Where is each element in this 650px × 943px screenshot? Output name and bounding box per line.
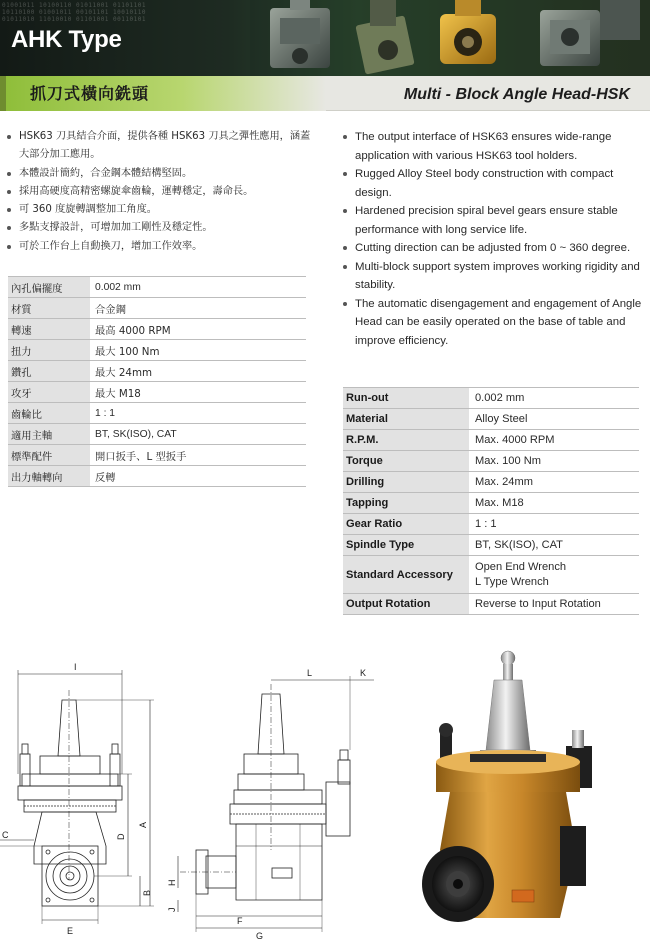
table-row [343, 388, 639, 409]
side-view-drawing [178, 676, 374, 932]
feature-en-1: The output interface of HSK63 ensures wide-range application with various HSK63 tool holders. [343, 128, 643, 165]
table-row [8, 298, 306, 319]
table-row [343, 430, 639, 451]
table-row [343, 556, 639, 594]
feature-zh-6: 可於工作台上自動換刀，增加工作效率。 [7, 238, 312, 256]
dim-label-i: I [74, 662, 77, 672]
spec-value: 合金鋼 [90, 298, 306, 319]
brand-title: AHK Type [11, 26, 122, 53]
dim-label-c: C [2, 830, 9, 840]
spec-label: Drilling [343, 472, 469, 493]
spec-value: Max. 24mm [469, 472, 639, 493]
dim-label-h: H [167, 879, 177, 886]
spec-label: 出力軸轉向 [8, 466, 90, 487]
table-row [343, 451, 639, 472]
feature-en-6: The automatic disengagement and engagement of Angle Head can be easily operated on the base of table and improve efficiency. [343, 295, 643, 351]
spec-value [469, 556, 639, 594]
title-chinese: 抓刀式橫向銑頭 [6, 76, 326, 111]
dim-label-d: D [116, 833, 126, 840]
feature-en-5: Multi-block support system improves working rigidity and stability. [343, 258, 643, 295]
spec-value-line-1: Open End Wrench [475, 561, 567, 573]
table-row [8, 340, 306, 361]
spec-label: 攻牙 [8, 382, 90, 403]
technical-drawings [0, 650, 650, 943]
table-row [8, 466, 306, 487]
table-row [8, 445, 306, 466]
spec-value: 反轉 [90, 466, 306, 487]
spec-label: 轉速 [8, 319, 90, 340]
table-row [343, 514, 639, 535]
spec-value: 開口扳手、L 型扳手 [90, 445, 306, 466]
spec-value: 最高 4000 RPM [90, 319, 306, 340]
table-row [343, 472, 639, 493]
table-row [8, 319, 306, 340]
table-row [343, 594, 639, 615]
features-english [343, 128, 643, 350]
spec-label: 標準配件 [8, 445, 90, 466]
product-photo [422, 651, 592, 922]
spec-label: Tapping [343, 493, 469, 514]
feature-en-4: Cutting direction can be adjusted from 0 ~ 360 degree. [343, 239, 643, 258]
spec-label: Spindle Type [343, 535, 469, 556]
spec-value: Alloy Steel [469, 409, 639, 430]
dim-label-b: B [142, 889, 152, 896]
spec-value: BT, SK(ISO), CAT [90, 424, 306, 445]
banner-photo-1 [270, 0, 330, 68]
binary-pattern: 01001011 10100110 01011001 01101101 10110100 01001011 00101101 10010110 01011010 11010010 01101001 00110101 [2, 2, 146, 23]
dim-label-j: J [167, 907, 177, 912]
spec-label: Material [343, 409, 469, 430]
spec-label: Output Rotation [343, 594, 469, 615]
feature-zh-4: 可 360 度旋轉調整加工角度。 [7, 201, 312, 219]
header-banner [0, 0, 650, 76]
spec-value-line-2: L Type Wrench [475, 575, 549, 588]
spec-value: Reverse to Input Rotation [469, 594, 639, 615]
front-view-labels [2, 662, 152, 936]
spec-value: Max. M18 [469, 493, 639, 514]
features-chinese [7, 128, 312, 256]
dim-label-g: G [256, 931, 264, 941]
feature-en-3: Hardened precision spiral bevel gears ensure stable performance with long service life. [343, 202, 643, 239]
feature-zh-3: 採用高硬度高精密螺旋傘齒輪，運轉穩定，壽命長。 [7, 183, 312, 201]
spec-value: 0.002 mm [90, 277, 306, 298]
spec-label: 齒輪比 [8, 403, 90, 424]
feature-en-2: Rugged Alloy Steel body construction with compact design. [343, 165, 643, 202]
spec-label: Standard Accessory [343, 556, 469, 594]
spec-label: 內孔偏擺度 [8, 277, 90, 298]
spec-value: 最大 M18 [90, 382, 306, 403]
dim-label-k: K [360, 668, 367, 678]
feature-zh-5: 多點支撐設計，可增加加工剛性及穩定性。 [7, 219, 312, 237]
table-row [8, 382, 306, 403]
spec-label: Run-out [343, 388, 469, 409]
table-row [343, 493, 639, 514]
table-row [343, 409, 639, 430]
banner-product-photos [250, 0, 650, 76]
dim-label-l: L [307, 668, 313, 678]
feature-zh-2: 本體設計簡約，合金鋼本體結構堅固。 [7, 165, 312, 183]
spec-label: 適用主軸 [8, 424, 90, 445]
spec-value: 1 : 1 [469, 514, 639, 535]
title-bar [0, 76, 650, 111]
dim-label-f: F [237, 916, 243, 926]
spec-label: Torque [343, 451, 469, 472]
table-row [8, 361, 306, 382]
spec-value: 0.002 mm [469, 388, 639, 409]
spec-value: 1 : 1 [90, 403, 306, 424]
spec-label: R.P.M. [343, 430, 469, 451]
spec-table-chinese [8, 276, 306, 487]
spec-value: Max. 100 Nm [469, 451, 639, 472]
spec-label: Gear Ratio [343, 514, 469, 535]
spec-value: 最大 24mm [90, 361, 306, 382]
feature-zh-1: HSK63 刀具結合介面，提供各種 HSK63 刀具之彈性應用，涵蓋大部分加工應用。 [7, 128, 312, 165]
spec-value: 最大 100 Nm [90, 340, 306, 361]
front-view-drawing [0, 670, 154, 924]
spec-table-english [343, 387, 639, 615]
table-row [8, 403, 306, 424]
title-accent [0, 76, 6, 111]
spec-label: 扭力 [8, 340, 90, 361]
table-row [343, 535, 639, 556]
spec-label: 材質 [8, 298, 90, 319]
title-english: Multi - Block Angle Head-HSK [403, 86, 630, 103]
spec-value: BT, SK(ISO), CAT [469, 535, 639, 556]
dim-label-e: E [67, 926, 74, 936]
dim-label-a: A [138, 821, 148, 828]
spec-label: 鑽孔 [8, 361, 90, 382]
spec-value: Max. 4000 RPM [469, 430, 639, 451]
table-row [8, 277, 306, 298]
table-row [8, 424, 306, 445]
